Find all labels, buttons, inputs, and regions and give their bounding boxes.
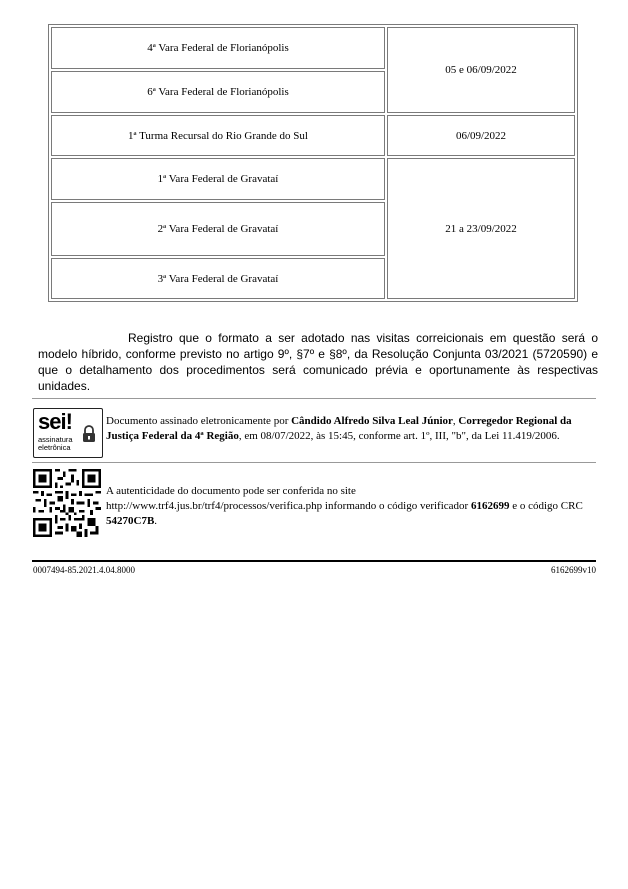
table-cell-unit: 2ª Vara Federal de Gravataí bbox=[51, 202, 385, 256]
process-number: 0007494-85.2021.4.04.8000 bbox=[33, 565, 135, 575]
footer-divider bbox=[32, 560, 596, 562]
table-cell-date: 21 a 23/09/2022 bbox=[387, 158, 575, 299]
body-paragraph bbox=[38, 330, 598, 394]
signature-text: Documento assinado eletronicamente por Cândido Alfredo Silva Leal Júnior, Corregedor Regional da Justiça Federal da 4ª Região, em 08/07/2022, às 15:45, conforme art. 1º, III, "b", da Lei 11.419/2006. bbox=[106, 415, 572, 442]
qr-code bbox=[33, 469, 101, 537]
sei-logo bbox=[33, 408, 103, 458]
body-paragraph-text: Registro que o formato a ser adotado nas visitas correicionais em questão será o modelo híbrido, conforme previsto no artigo 9º, §7º e §8º, da Resolução Conjunta 03/2021 (5720590) e que o detalhamento dos procedimentos será comunicado prévia e oportunamente às respectivas unidades. bbox=[38, 331, 598, 393]
lock-icon bbox=[82, 425, 96, 443]
signer-name: Cândido Alfredo Silva Leal Júnior bbox=[291, 415, 453, 427]
table-cell-unit: 4ª Vara Federal de Florianópolis bbox=[51, 27, 385, 69]
sei-logo-caption: assinatura eletrônica bbox=[38, 435, 73, 452]
schedule-table bbox=[48, 24, 578, 302]
table-cell-date: 05 e 06/09/2022 bbox=[387, 27, 575, 113]
crc-code: 54270C7B bbox=[106, 515, 155, 527]
table-cell-unit: 6ª Vara Federal de Florianópolis bbox=[51, 71, 385, 113]
document-version: 6162699v10 bbox=[551, 565, 596, 575]
divider bbox=[32, 462, 596, 463]
signer-role: Corregedor Regional da Justiça Federal da 4ª Região bbox=[106, 415, 572, 442]
verifier-code: 6162699 bbox=[470, 500, 510, 512]
sei-logo-text: sei! bbox=[38, 409, 72, 434]
authenticity-text: A autenticidade do documento pode ser conferida no site http://www.trf4.jus.br/trf4/processos/verifica.php informando o código verificador 6162699 e o código CRC 54270C7B. bbox=[106, 485, 583, 527]
divider bbox=[32, 398, 596, 399]
table-cell-unit: 3ª Vara Federal de Gravataí bbox=[51, 258, 385, 299]
table-cell-date: 06/09/2022 bbox=[387, 115, 575, 156]
table-cell-unit: 1ª Vara Federal de Gravataí bbox=[51, 158, 385, 200]
table-cell-unit: 1ª Turma Recursal do Rio Grande do Sul bbox=[51, 115, 385, 156]
